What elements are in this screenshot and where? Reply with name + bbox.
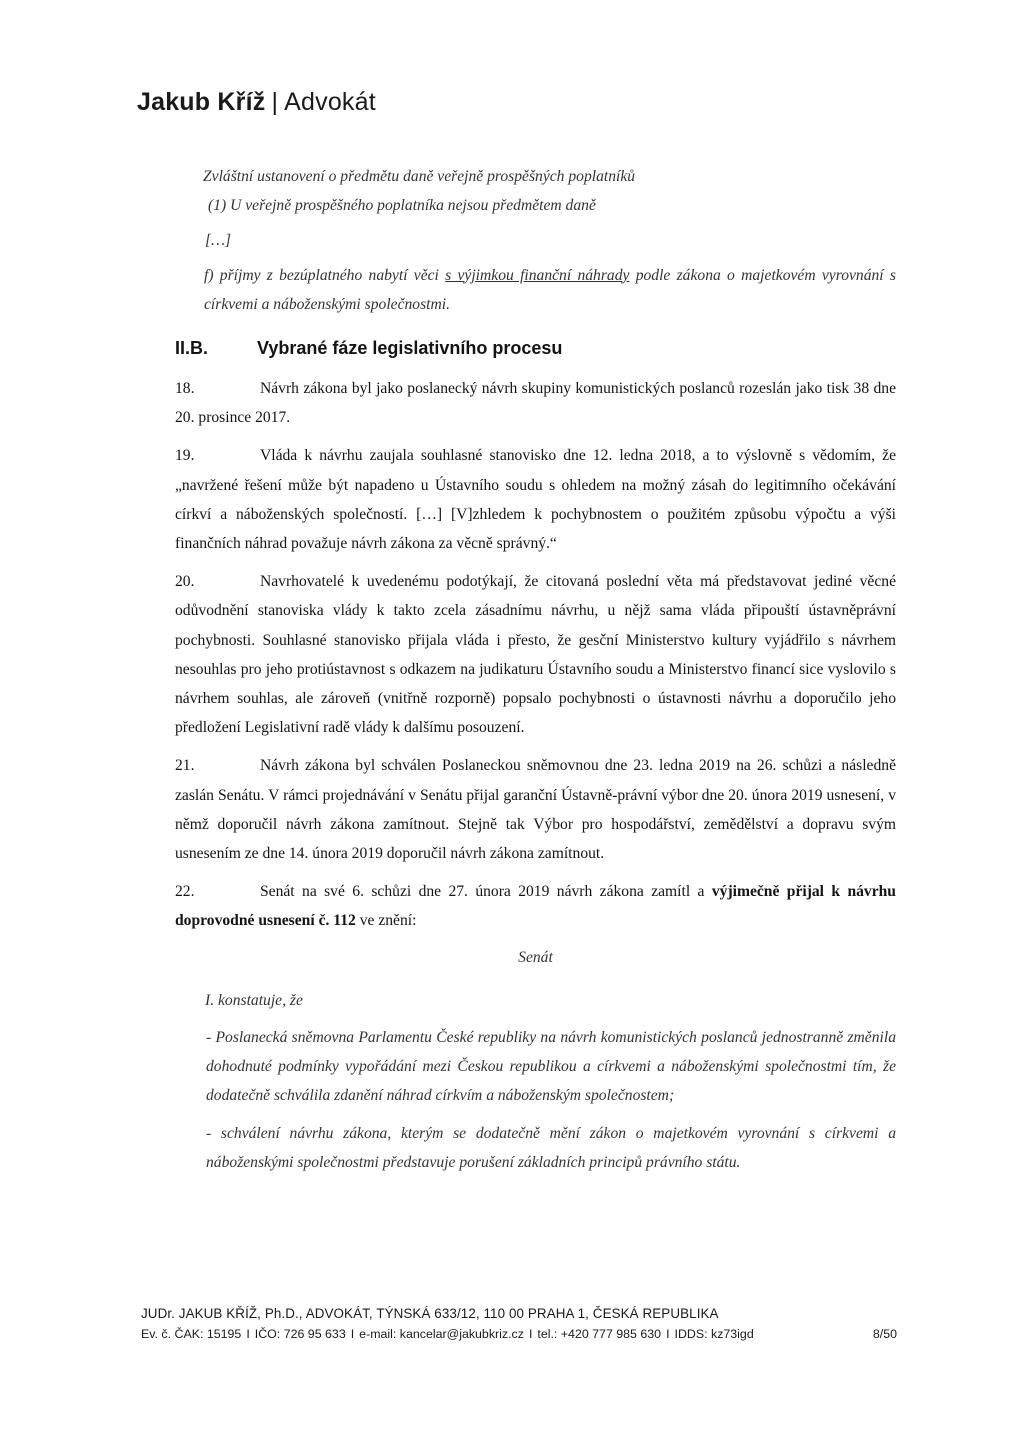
paragraph-19 [175,441,896,558]
lawyer-role: Advokát [284,88,376,116]
quoted-ellipsis: […] [205,232,232,250]
paragraph-number: 18. [175,380,195,398]
document-body [175,162,896,1177]
footer-ico: IČO: 726 95 633 [254,1327,346,1341]
page-number: 8/50 [872,1327,897,1341]
resolution-bullet-1: - Poslanecká sněmovna Parlamentu České republiky na návrh komunistických poslanců jednostranně změnila dohodnuté podmínky vypořádání mezi Českou republikou a církvemi a náboženskými společnostmi tím, že dodatečně schválila zdanění náhrad církvím a náboženským společnostem; [206,1029,896,1105]
header-separator: | [271,88,279,116]
footer-separator: I [350,1327,355,1341]
letterhead [137,88,376,117]
footer-tel: tel.: +420 777 985 630 [537,1327,662,1341]
resolution-bullet-2: - schválení návrhu zákona, kterým se dodatečně mění zákon o majetkovém vyrovnání s církvemi a náboženskými společnostmi představuje porušení základních principů právního státu. [206,1124,896,1171]
quoted-provision-title: Zvláštní ustanovení o předmětu daně veřejně prospěšných poplatníků [203,168,636,185]
footer-contact [141,1327,897,1341]
paragraph-text: Navrhovatelé k uvedenému podotýkají, že citovaná poslední věta má představovat jediné věcné odůvodnění stanoviska vlády k takto zcela zásadnímu návrhu, u nějž sama vláda připouští ústavněprávní pochybnosti. Souhlasné stanovisko přijala vláda i přesto, že gesční Ministerstvo kultury vyjádřilo s návrhem nesouhlas pro jeho protiústavnost s odkazem na judikaturu Ústavního soudu a Ministerstvo financí sice vyslovilo s návrhem souhlas, ale zároveň (vnitřně rozporně) popsalo pochybnosti o ústavnosti návrhu a doporučilo jeho předložení Legislativní radě vlády k dalšímu posouzení. [175,573,896,737]
senate-resolution [175,943,896,1177]
footer-idds: IDDS: kz73igd [674,1327,754,1341]
footer-separator: I [246,1327,250,1341]
footer-contact-details [141,1327,754,1341]
paragraph-text: Návrh zákona byl jako poslanecký návrh skupiny komunistických poslanců rozeslán jako tisk 38 dne 20. prosince 2017. [175,380,896,427]
quoted-provision-line: (1) U veřejně prospěšného poplatníka nejsou předmětem daně [208,197,596,215]
clause-prefix: f) příjmy z bezúplatného nabytí věci [204,266,446,284]
resolution-clause: I. konstatuje, že [205,991,303,1009]
paragraph-number: 20. [175,573,195,591]
paragraph-number: 22. [175,883,195,901]
clause-underlined: s výjimkou finanční náhrady [445,266,630,284]
resolution-heading: Senát [518,948,553,966]
paragraph-21 [175,751,896,868]
paragraph-text: Senát na své 6. schůzi dne 27. února 2019 návrh zákona zamítl a [260,883,712,901]
footer-separator: I [528,1327,533,1341]
paragraph-number: 21. [175,757,195,775]
footer-email: e-mail: kancelar@jakubkriz.cz [359,1327,524,1341]
page-footer [141,1306,897,1341]
quoted-clause-f [204,261,896,319]
clause-suffix: podle zákona o majetkovém vyrovnání s církvemi a náboženskými společnostmi. [204,266,896,313]
footer-separator: I [666,1327,670,1341]
paragraph-text: Vláda k návrhu zaujala souhlasné stanovisko dne 12. ledna 2018, a to výslovně s vědomím, že „navržené řešení může být napadeno u Ústavního soudu s ohledem na možný zásah do legitimního očekávání církví a náboženských společností. […] [V]zhledem k pochybnostem o použitém způsobu výpočtu a výši finančních náhrad považuje návrh zákona za věcně správný.“ [175,447,896,553]
section-heading [175,331,896,365]
paragraph-18 [175,374,896,432]
paragraph-text: Návrh zákona byl schválen Poslaneckou sněmovnou dne 23. ledna 2019 na 26. schůzi a následně zaslán Senátu. V rámci projednávání v Senátu přijal garanční Ústavně-právní výbor dne 20. února 2019 usnesení, v němž doporučil návrh zákona zamítnout. Stejně tak Výbor pro hospodářství, zemědělství a dopravu svým usnesením ze dne 14. února 2019 doporučil návrh zákona zamítnout. [175,757,896,863]
paragraph-text-end: ve znění: [355,912,417,930]
paragraph-number: 19. [175,447,195,465]
paragraph-text-bold: výjimečně přijal k návrhu doprovodné usnesení č. 112 [175,883,896,930]
section-number: II.B. [175,338,209,359]
footer-address: JUDr. JAKUB KŘÍŽ, Ph.D., ADVOKÁT, TÝNSKÁ 633/12, 110 00 PRAHA 1, ČESKÁ REPUBLIKA [141,1306,719,1321]
lawyer-name: Jakub Kříž [137,88,266,116]
paragraph-20 [175,567,896,742]
section-title: Vybrané fáze legislativního procesu [257,338,563,359]
footer-ev: Ev. č. ČAK: 15195 [141,1327,242,1341]
paragraph-22 [175,877,896,935]
